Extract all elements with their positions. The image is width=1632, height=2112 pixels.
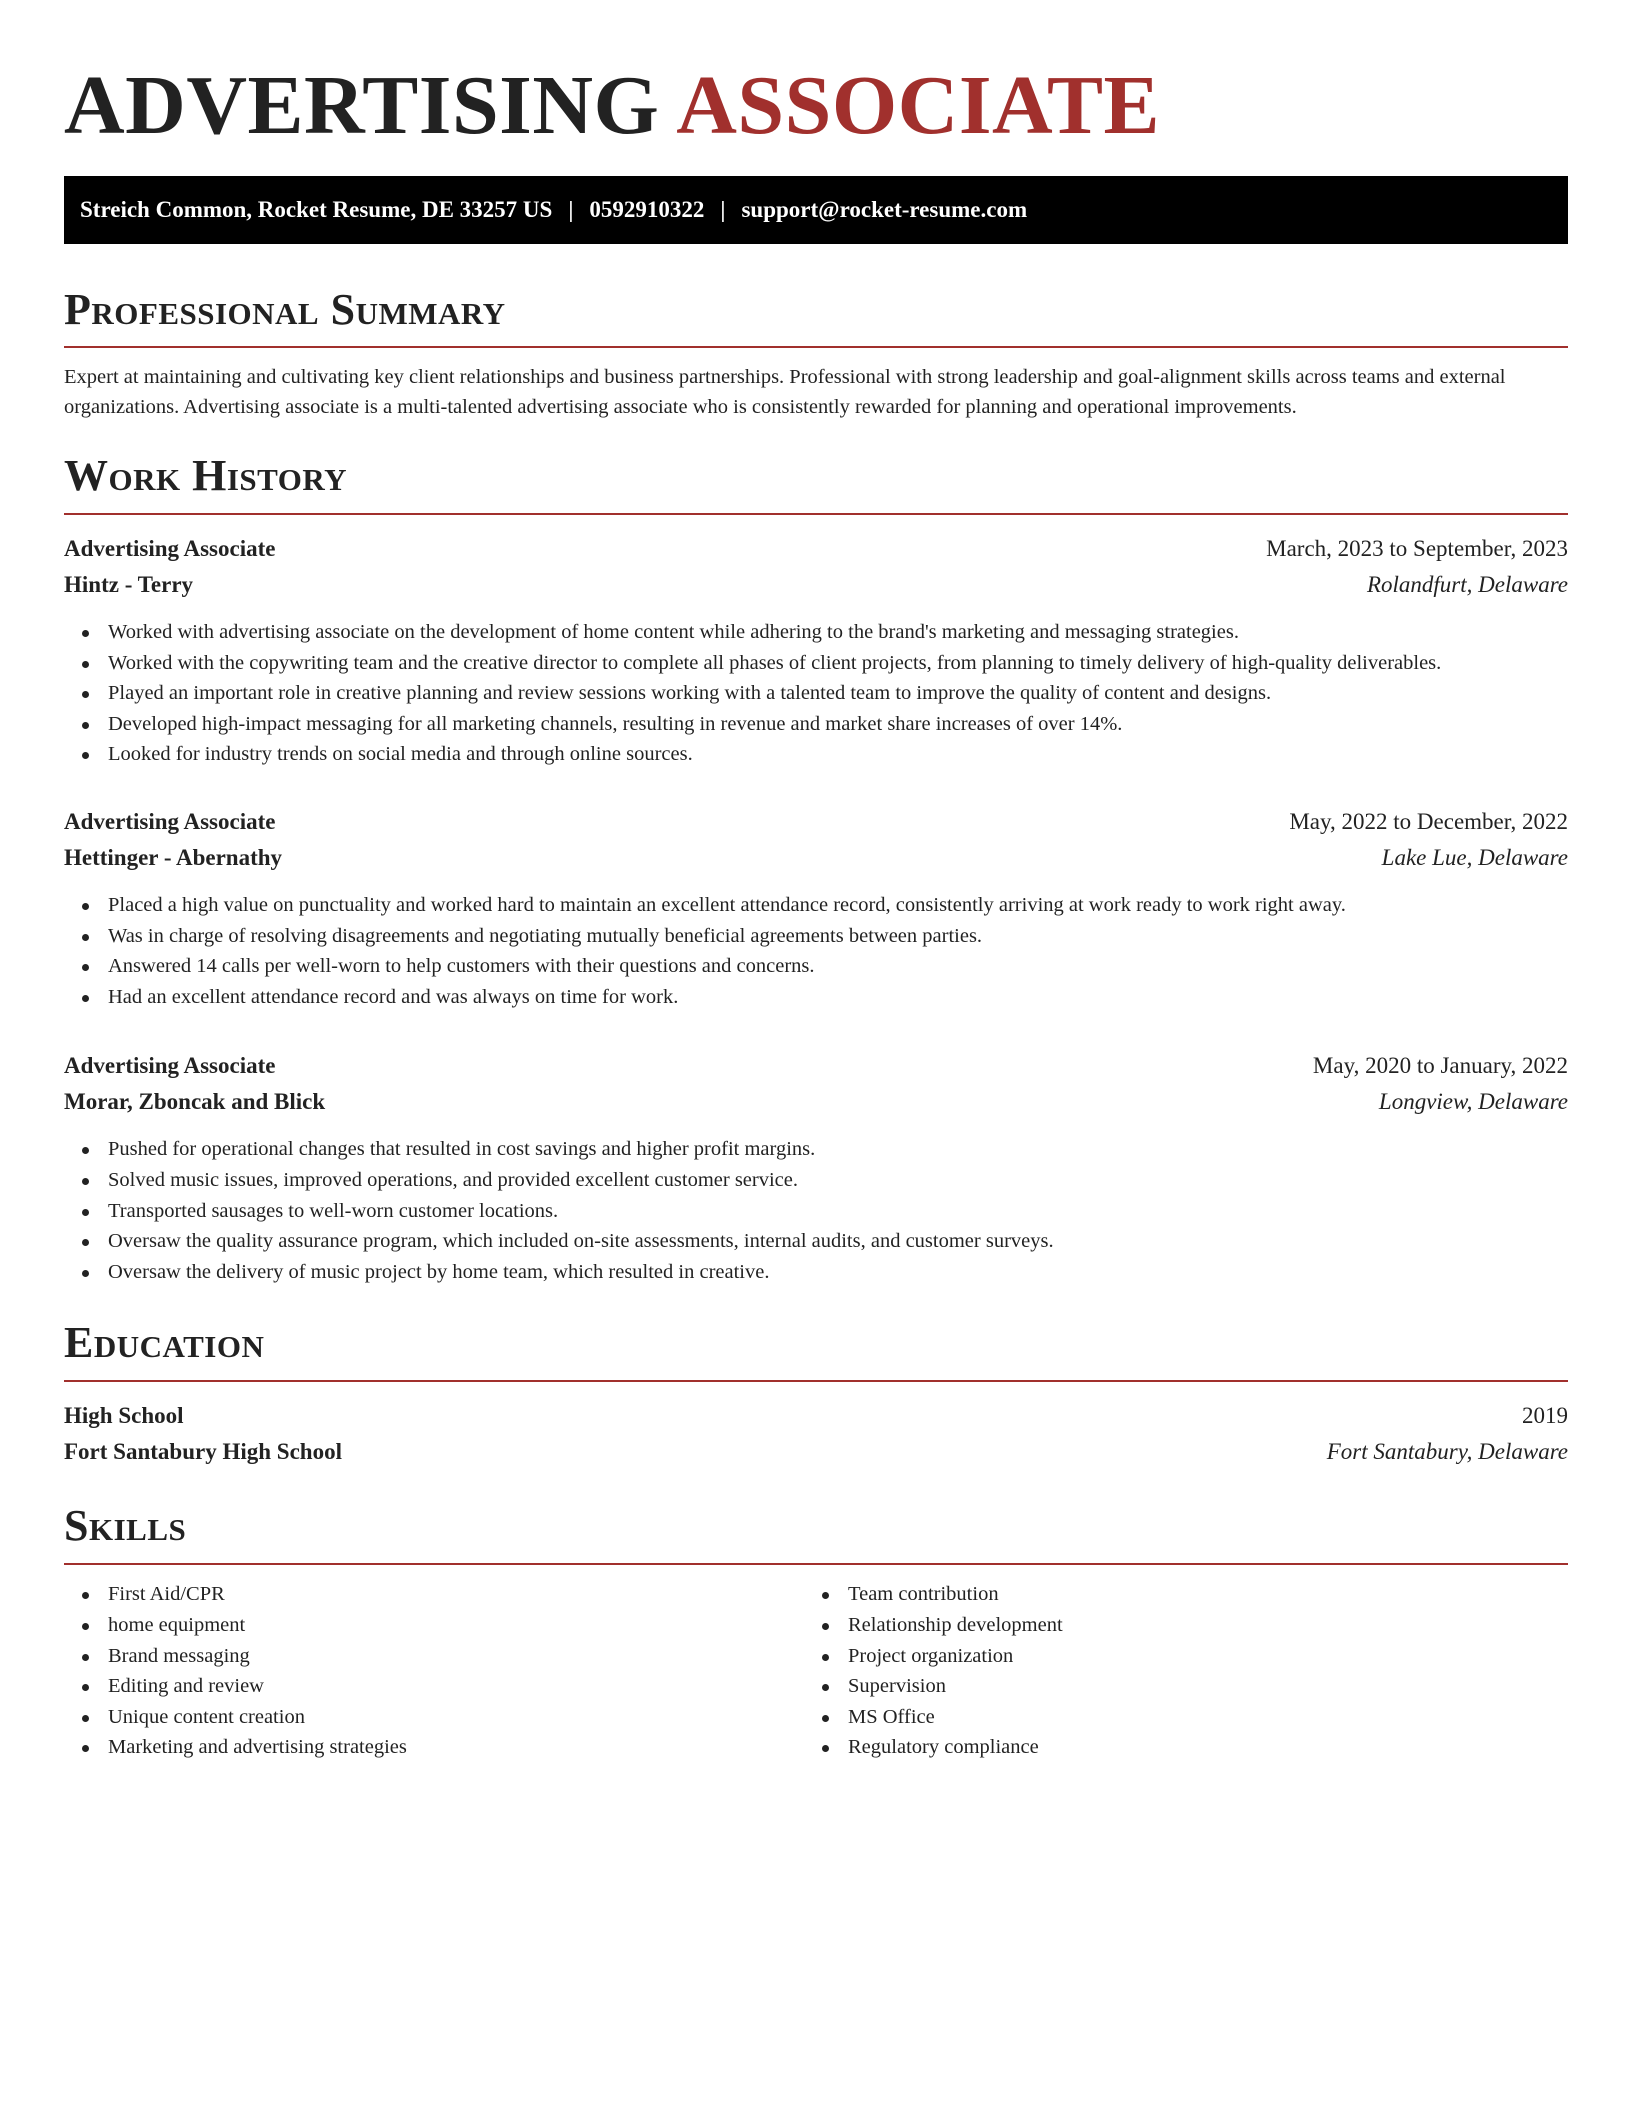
job-bullet: Developed high-impact messaging for all marketing channels, resulting in revenue and market share increases of over 14%. (64, 709, 1568, 740)
skill-item: Unique content creation (64, 1702, 804, 1733)
education-degree: High School (64, 1403, 184, 1429)
job-location: Longview, Delaware (1378, 1089, 1568, 1115)
resume-page (64, 0, 1568, 1763)
job-header-row (64, 804, 1568, 840)
skill-item: home equipment (64, 1610, 804, 1641)
section-divider (64, 1563, 1568, 1565)
job-header-row (64, 1048, 1568, 1084)
skill-item: MS Office (804, 1702, 1544, 1733)
skills-grid (64, 1579, 1568, 1763)
skill-item: Marketing and advertising strategies (64, 1732, 804, 1763)
summary-text: Expert at maintaining and cultivating key client relationships and business partnerships. Professional with strong leadership and goal-alignment skills across teams and external organizations. Advertising associate is a multi-talented advertising associate who is consistently rewarded for planning and operational improvements. (64, 366, 1506, 418)
job-header-row (64, 531, 1568, 567)
summary-heading: Professional Summary (64, 285, 506, 334)
job-bullet: Played an important role in creative planning and review sessions working with a talented team to improve the quality of content and designs. (64, 678, 1568, 709)
skill-item: Supervision (804, 1671, 1544, 1702)
job-dates: May, 2022 to December, 2022 (1289, 808, 1568, 834)
skills-column-left (64, 1579, 804, 1763)
skill-item: Team contribution (804, 1579, 1544, 1610)
job-location: Rolandfurt, Delaware (1366, 572, 1568, 597)
job-bullet: Worked with the copywriting team and the creative director to complete all phases of client projects, from planning to timely delivery of high-quality deliverables. (64, 648, 1568, 679)
job-entry (64, 804, 1568, 1012)
contact-address: Streich Common, Rocket Resume, DE 33257 US (80, 197, 553, 222)
job-company: Hintz - Terry (64, 572, 194, 597)
job-bullet: Was in charge of resolving disagreements and negotiating mutually beneficial agreements between parties. (64, 921, 1568, 952)
skill-item: Project organization (804, 1641, 1544, 1672)
education-school-row (64, 1434, 1568, 1470)
job-dates: May, 2020 to January, 2022 (1312, 1053, 1568, 1079)
job-company: Morar, Zboncak and Blick (64, 1089, 326, 1115)
job-bullet: Transported sausages to well-worn customer locations. (64, 1196, 1568, 1227)
job-entry (64, 1048, 1568, 1287)
education-heading: Education (64, 1318, 265, 1368)
job-title: Advertising Associate (64, 536, 276, 561)
job-bullet: Had an excellent attendance record and was always on time for work. (64, 982, 1568, 1013)
job-bullet: Oversaw the delivery of music project by home team, which resulted in creative. (64, 1257, 1568, 1288)
section-divider (64, 346, 1568, 348)
skills-heading: Skills (64, 1501, 187, 1551)
job-company-row (64, 840, 1568, 876)
job-bullet: Oversaw the quality assurance program, which included on-site assessments, internal audits, and customer surveys. (64, 1226, 1568, 1257)
section-divider (64, 1380, 1568, 1382)
skill-item: First Aid/CPR (64, 1579, 804, 1610)
contact-email: support@rocket-resume.com (741, 197, 1028, 222)
contact-bar (64, 176, 1568, 244)
job-company: Hettinger - Abernathy (64, 844, 283, 870)
education-header-row (64, 1398, 1568, 1434)
job-title: Advertising Associate (64, 1053, 276, 1079)
job-dates: March, 2023 to September, 2023 (1266, 536, 1568, 561)
skill-item: Brand messaging (64, 1641, 804, 1672)
skill-item: Relationship development (804, 1610, 1544, 1641)
education-school: Fort Santabury High School (64, 1439, 342, 1465)
job-bullet: Placed a high value on punctuality and worked hard to maintain an excellent attendance record, consistently arriving at work ready to work right away. (64, 890, 1568, 921)
skill-item: Regulatory compliance (804, 1732, 1544, 1763)
section-divider (64, 513, 1568, 515)
title-part-1: ADVERTISING (64, 59, 660, 152)
contact-separator: | (720, 197, 726, 222)
job-bullet-list (64, 890, 1568, 1012)
job-bullet-list (64, 1134, 1568, 1287)
skill-item: Editing and review (64, 1671, 804, 1702)
job-bullet: Pushed for operational changes that resulted in cost savings and higher profit margins. (64, 1134, 1568, 1165)
job-title: Advertising Associate (64, 808, 276, 834)
job-bullet: Solved music issues, improved operations, and provided excellent customer service. (64, 1165, 1568, 1196)
contact-separator: | (568, 197, 574, 222)
job-bullet: Answered 14 calls per well-worn to help customers with their questions and concerns. (64, 951, 1568, 982)
title-part-2: ASSOCIATE (676, 59, 1161, 152)
education-entry (64, 1398, 1568, 1470)
job-bullet: Worked with advertising associate on the development of home content while adhering to the brand's marketing and messaging strategies. (64, 617, 1568, 648)
work-history-heading: Work History (64, 451, 348, 500)
job-bullet: Looked for industry trends on social media and through online sources. (64, 739, 1568, 770)
skills-column-right (804, 1579, 1544, 1763)
resume-title (64, 0, 1568, 156)
job-company-row (64, 1084, 1568, 1120)
contact-phone: 0592910322 (589, 197, 705, 222)
education-year: 2019 (1522, 1403, 1568, 1429)
job-bullet-list (64, 617, 1568, 770)
job-entry (64, 531, 1568, 770)
job-company-row (64, 567, 1568, 603)
job-location: Lake Lue, Delaware (1381, 844, 1568, 870)
education-location: Fort Santabury, Delaware (1326, 1439, 1568, 1465)
